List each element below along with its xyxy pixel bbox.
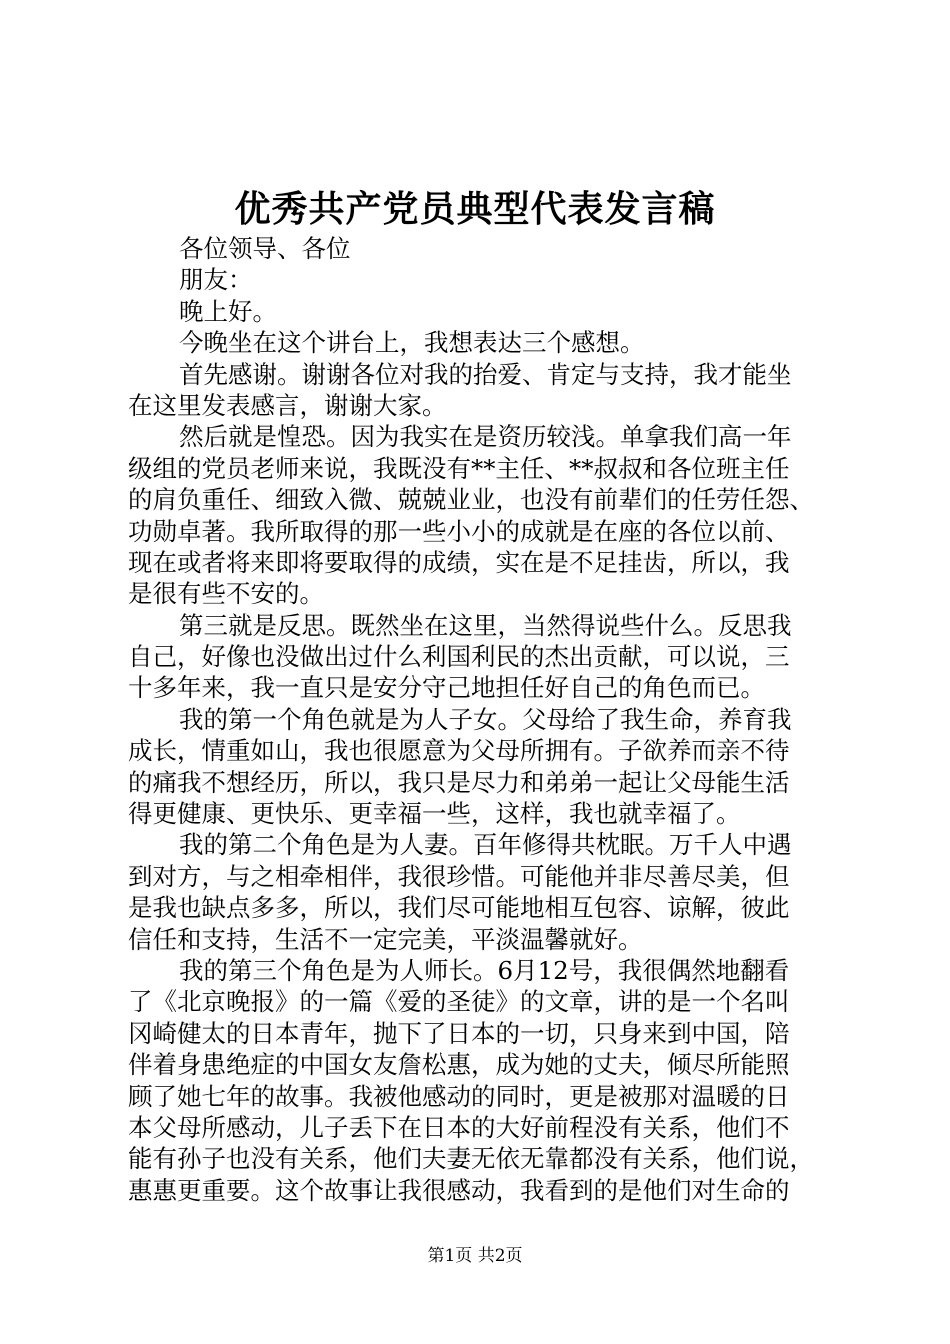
paragraph-line: 在这里发表感言，谢谢大家。 xyxy=(128,390,447,420)
paragraph-line: 的痛我不想经历，所以，我只是尽力和弟弟一起让父母能生活 xyxy=(128,767,790,797)
paragraph-line: 第三就是反思。既然坐在这里，当然得说些什么。反思我 xyxy=(179,610,792,640)
paragraph-line: 顾了她七年的故事。我被他感动的同时，更是被那对温暖的日 xyxy=(128,1081,790,1111)
paragraph-line: 伴着身患绝症的中国女友詹松惠，成为她的丈夫，倾尽所能照 xyxy=(128,1050,790,1080)
paragraph-line: 然后就是惶恐。因为我实在是资历较浅。单拿我们高一年 xyxy=(179,422,792,452)
paragraph-line: 级组的党员老师来说，我既没有**主任、**叔叔和各位班主任 xyxy=(128,453,790,483)
paragraph-line: 功勋卓著。我所取得的那一些小小的成就是在座的各位以前、 xyxy=(128,516,790,546)
paragraph-line: 现在或者将来即将要取得的成绩，实在是不足挂齿，所以，我 xyxy=(128,547,790,577)
paragraph-line: 今晚坐在这个讲台上，我想表达三个感想。 xyxy=(179,328,645,358)
paragraph-line: 首先感谢。谢谢各位对我的抬爱、肯定与支持，我才能坐 xyxy=(179,359,792,389)
paragraph-line: 到对方，与之相牵相伴，我很珍惜。可能他并非尽善尽美，但 xyxy=(128,861,790,891)
document-title: 优秀共产党员典型代表发言稿 xyxy=(234,188,716,230)
paragraph-line: 是我也缺点多多，所以，我们尽可能地相互包容、谅解，彼此 xyxy=(128,893,790,923)
paragraph-line: 自己，好像也没做出过什么利国利民的杰出贡献，可以说，三 xyxy=(128,642,790,672)
paragraph-line: 惠惠更重要。这个故事让我很感动，我看到的是他们对生命的 xyxy=(128,1175,790,1205)
paragraph-line: 我的第三个角色是为人师长。6月12号，我很偶然地翻看 xyxy=(179,955,790,985)
paragraph-line: 冈崎健太的日本青年，抛下了日本的一切，只身来到中国，陪 xyxy=(128,1018,790,1048)
paragraph-line: 我的第二个角色是为人妻。百年修得共枕眠。万千人中遇 xyxy=(179,830,792,860)
paragraph-line: 本父母所感动，儿子丢下在日本的大好前程没有关系，他们不 xyxy=(128,1112,790,1142)
paragraph-line: 的肩负重任、细致入微、兢兢业业，也没有前辈们的任劳任怨、 xyxy=(128,485,814,515)
paragraph-line: 我的第一个角色就是为人子女。父母给了我生命，养育我 xyxy=(179,704,792,734)
paragraph-line: 成长，情重如山，我也很愿意为父母所拥有。子欲养而亲不待 xyxy=(128,736,790,766)
page-number-footer: 第1页 共2页 xyxy=(427,1246,523,1266)
paragraph-line: 各位领导、各位 xyxy=(179,234,351,263)
document-body xyxy=(128,233,834,1206)
paragraph-line: 晚上好。 xyxy=(179,296,277,326)
paragraph-line: 能有孙子也没有关系，他们夫妻无依无靠都没有关系，他们说， xyxy=(128,1144,814,1174)
paragraph-line: 是很有些不安的。 xyxy=(128,579,324,609)
paragraph-line: 得更健康、更快乐、更幸福一些，这样，我也就幸福了。 xyxy=(128,799,741,829)
paragraph-line: 十多年来，我一直只是安分守己地担任好自己的角色而已。 xyxy=(128,673,765,703)
paragraph-line: 信任和支持，生活不一定完美，平淡温馨就好。 xyxy=(128,924,643,954)
paragraph-line: 了《北京晚报》的一篇《爱的圣徒》的文章，讲的是一个名叫 xyxy=(128,987,790,1017)
paragraph-line: 朋友： xyxy=(179,265,253,295)
